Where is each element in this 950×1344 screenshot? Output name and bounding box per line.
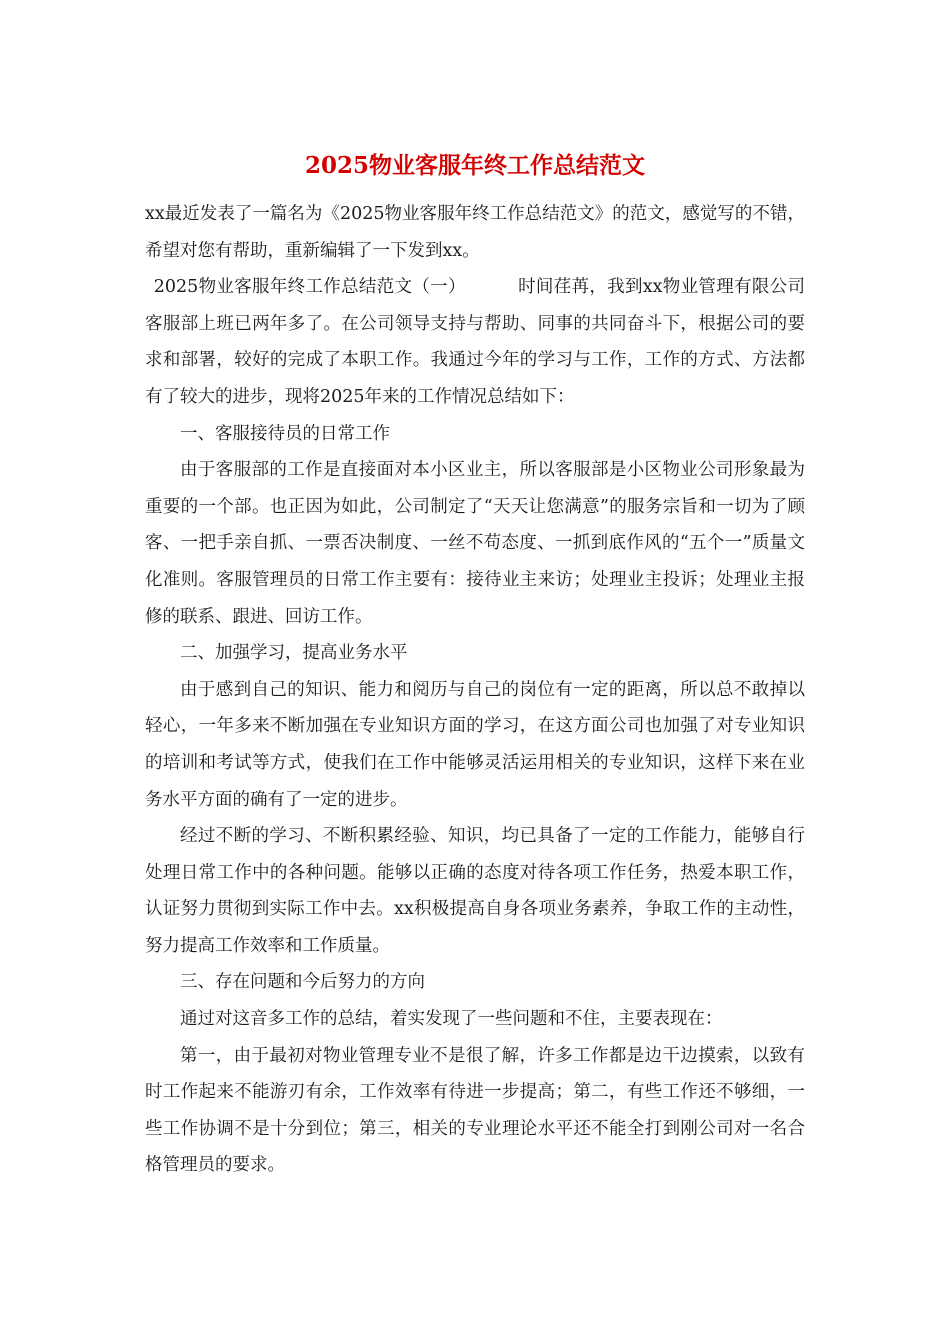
section-2-paragraph-2: 经过不断的学习、不断积累经验、知识，均已具备了一定的工作能力，能够自行处理日常工作中的各种问题。能够以正确的态度对待各项工作任务，热爱本职工作，认证努力贯彻到实际工作中去。xx积极提高自身各项业务素养，争取工作的主动性，努力提高工作效率和工作质量。 (145, 826, 805, 956)
section-2-paragraph-1: 由于感到自己的知识、能力和阅历与自己的岗位有一定的距离，所以总不敢掉以轻心，一年多来不断加强在专业知识方面的学习，在这方面公司也加强了对专业知识的培训和考试等方式，使我们在工作中能够灵活运用相关的专业知识，这样下来在业务水平方面的确有了一定的进步。 (145, 679, 805, 810)
document-body (145, 196, 805, 1184)
subtitle-text: 2025物业客服年终工作总结范文（一） (153, 277, 466, 298)
section-3-paragraph-2: 第一，由于最初对物业管理专业不是很了解，许多工作都是边干边摸索，以致有时工作起来不能游刃有余，工作效率有待进一步提高；第二，有些工作还不够细，一些工作协调不是十分到位；第三，相关的专业理论水平还不能全打到刚公司对一名合格管理员的要求。 (145, 1045, 805, 1176)
intro-paragraph: xx最近发表了一篇名为《2025物业客服年终工作总结范文》的范文，感觉写的不错，希望对您有帮助，重新编辑了一下发到xx。 (145, 204, 805, 261)
document-title: 2025物业客服年终工作总结范文 (304, 152, 645, 179)
section-heading-2: 二、加强学习，提高业务水平 (180, 643, 408, 664)
opening-text: 时间荏苒，我到xx物业管理有限公司客服部上班已两年多了。在公司领导支持与帮助、同事的共同奋斗下，根据公司的要求和部署，较好的完成了本职工作。我通过今年的学习与工作，工作的方式、方法都有了较大的进步，现将2025年来的工作情况总结如下： (145, 277, 805, 407)
opening-paragraph (145, 269, 805, 415)
section-1-paragraph: 由于客服部的工作是直接面对本小区业主，所以客服部是小区物业公司形象最为重要的一个部。也正因为如此，公司制定了“天天让您满意”的服务宗旨和一切为了顾客、一把手亲自抓、一票否决制度、一丝不苟态度、一抓到底作风的“五个一”质量文化准则。客服管理员的日常工作主要有：接待业主来访；处理业主投诉；处理业主报修的联系、跟进、回访工作。 (145, 460, 805, 627)
section-heading-1: 一、客服接待员的日常工作 (180, 423, 390, 444)
section-3-paragraph-1: 通过对这音多工作的总结，着实发现了一些问题和不住，主要表现在： (180, 1009, 723, 1030)
section-heading-3: 三、存在问题和今后努力的方向 (180, 972, 425, 993)
